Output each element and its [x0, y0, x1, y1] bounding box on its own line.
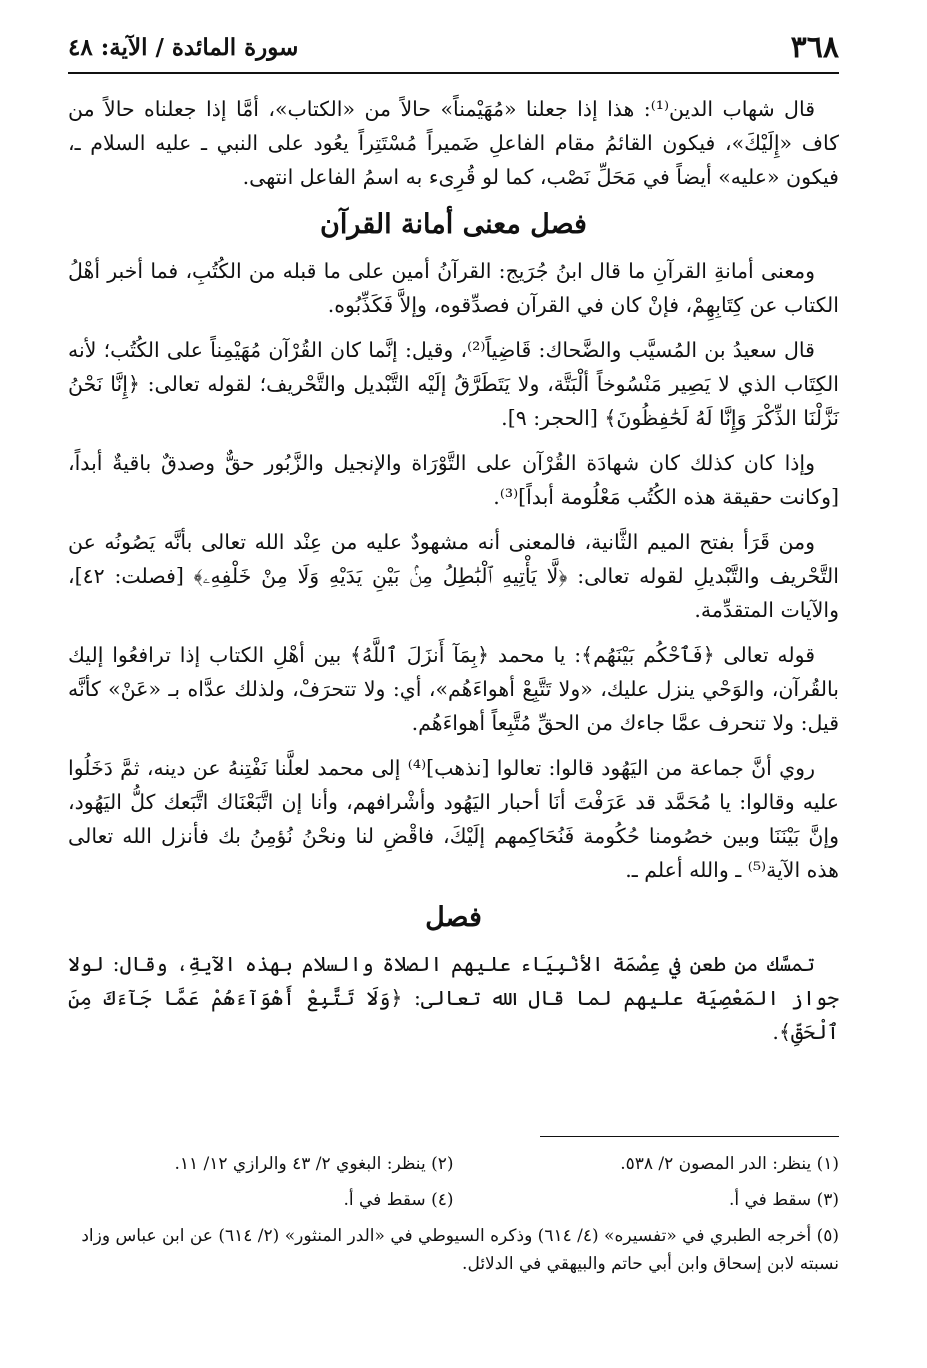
section-heading-quran-trust: فصل معنى أمانة القرآن: [320, 209, 587, 240]
paragraph-2: ومعنى أمانةِ القرآنِ ما قال ابنُ جُرَيج: القرآنُ أمين على ما قبله من الكُتُبِ، فما أخبر أهْلُ الكتاب عن كِتَابِهِمْ، فإنْ كان في القرآن فصدِّقوه، وإلاَّ فَكَذِّبُوه.: [68, 259, 839, 317]
paragraph-4: وإذا كان كذلك كان شهادَة القُرْآن على التَّوْرَاة والإنجيل والزَّبُور حقٌّ وصدقٌ باقيةٌ أبداً، [وكانت حقيقة هذه الكُتُب مَعْلُومة أبداً]⁽³⁾.: [68, 451, 839, 509]
footnote-separator: [540, 1136, 839, 1137]
paragraph-7: روي أنَّ جماعة من اليَهُود قالوا: تعالوا [نذهب]⁽⁴⁾ إلى محمد لعلَّنا نَفْتِنهُ عن دينه، ثمَّ دَخَلُوا عليه وقالوا: يا مُحَمَّد قد عَرَفْتَ أنَا أحبار اليَهُود وأشْرافهم، وأنا إن اتَّبَعْنَاك اتَّبَعك كلُّ اليَهُود، وإنَّ بَيْنَنَا وبين خصُومنا حُكُومة فَنُحَاكِمهم إلَيْكَ، فاقْضِ لنا ونحْنُ نُؤمِنُ بك فأنزل الله تعالى هذه الآية⁽⁵⁾ ـ والله أعلم ـ.: [68, 756, 839, 882]
footnote-3: (٣) سقط في أ.: [728, 1190, 839, 1210]
footnote-1: (١) ينظر: الدر المصون ٢/ ٥٣٨.: [620, 1154, 839, 1174]
page-number: ٣٦٨: [790, 30, 839, 65]
paragraph-8: تمسَّك من طعن في عِصْمَة الأنْبِيَاء عليهم الصلاة والسلام بهذه الآيةِ، وقال: لولا جواز المَعْصِيَة عليهم لما قال الله تعالى: ﴿وَلَا تَتَّبِعْ أَهْوَآءَهُمْ عَمَّا جَآءَكَ مِنَ ٱلْحَقِّ﴾.: [68, 952, 839, 1044]
paragraph-1: قال شهاب الدين⁽¹⁾: هذا إذا جعلنا «مُهَيْمناً» حالاً من «الكتاب»، أمَّا إذا جعلناه حالاً من كاف «إِلَيْكَ»، فيكون القائمُ مقام الفاعلِ ضَميراً مُسْتَتِراً يعُود على النبي ـ عليه السلام ـ، فيكون «عليه» أيضاً في مَحَلِّ نَصْب، كما لو قُرِىء به اسمُ الفاعل انتهى.: [68, 97, 839, 189]
footnote-5: (٥) أخرجه الطبري في «تفسيره» (٤/ ٦١٤) وذكره السيوطي في «الدر المنثور» (٢/ ٦١٤) عن ابن عباس وزاد نسبته لابن إسحاق وابن أبي حاتم والبيهقي في الدلائل.: [81, 1226, 839, 1274]
footnotes: [68, 1150, 839, 1278]
paragraph-6: قوله تعالى ﴿فَٱحْكُم بَيْنَهُم﴾: يا محمد ﴿بِمَآ أَنزَلَ ٱللَّهُ﴾ بين أهْلِ الكتاب إذا ترافعُوا إليك بالقُرآن، والوَحْي ينزل عليك، «ولا تَتَّبِعْ أهواءَهُم»، أي: ولا تتحرَفْ، ولذلك عدَّاه بـ «عَنْ» كأنَّه قيل: ولا تنحرف عمَّا جاءك من الحقِّ مُتَّبِعاً أهواءَهُم.: [68, 643, 839, 735]
page-header: [68, 30, 839, 74]
footnote-row: [68, 1186, 839, 1214]
footnote-4: (٤) سقط في أ.: [343, 1190, 454, 1210]
running-title: سورة المائدة / الآية: ٤٨: [68, 34, 299, 61]
paragraph-5: ومن قَرَأ بفتح الميم الثَّانية، فالمعنى أنه مشهودٌ عليه من عِنْد الله تعالى بأنَّه يَصُونُه عن التَّحْريف والتَّبْديلِ لقوله تعالى: ﴿لَّا يَأْتِيهِ ٱلْبَٰطِلُ مِنۢ بَيْنِ يَدَيْهِ وَلَا مِنْ خَلْفِهِۦ﴾ [فصلت: ٤٢]، والآيات المتقدِّمة.: [68, 530, 839, 622]
paragraph-3: قال سعيدُ بن المُسيَّب والضَّحاك: قَاضِياً⁽²⁾، وقيل: إنَّما كان القُرْآن مُهَيْمِناً على الكُتُب؛ لأنه الكِتَاب الذي لا يَصِير مَنْسُوخاً ألْبَتَّة، ولا يَتَطَرَّقُ إلَيْه التَّبْديل والتَّحْريف؛ لقوله تعالى: ﴿إِنَّا نَحْنُ نَزَّلْنَا الذِّكْرَ وَإِنَّا لَهُ لَحَٰفِظُونَ﴾ [الحجر: ٩].: [68, 338, 839, 430]
footnote-row: [68, 1150, 839, 1178]
footnote-2: (٢) ينظر: البغوي ٢/ ٤٣ والرازي ١٢/ ١١.: [174, 1154, 454, 1174]
main-text: [68, 92, 839, 1060]
section-heading-fasl: فصل: [425, 902, 482, 933]
